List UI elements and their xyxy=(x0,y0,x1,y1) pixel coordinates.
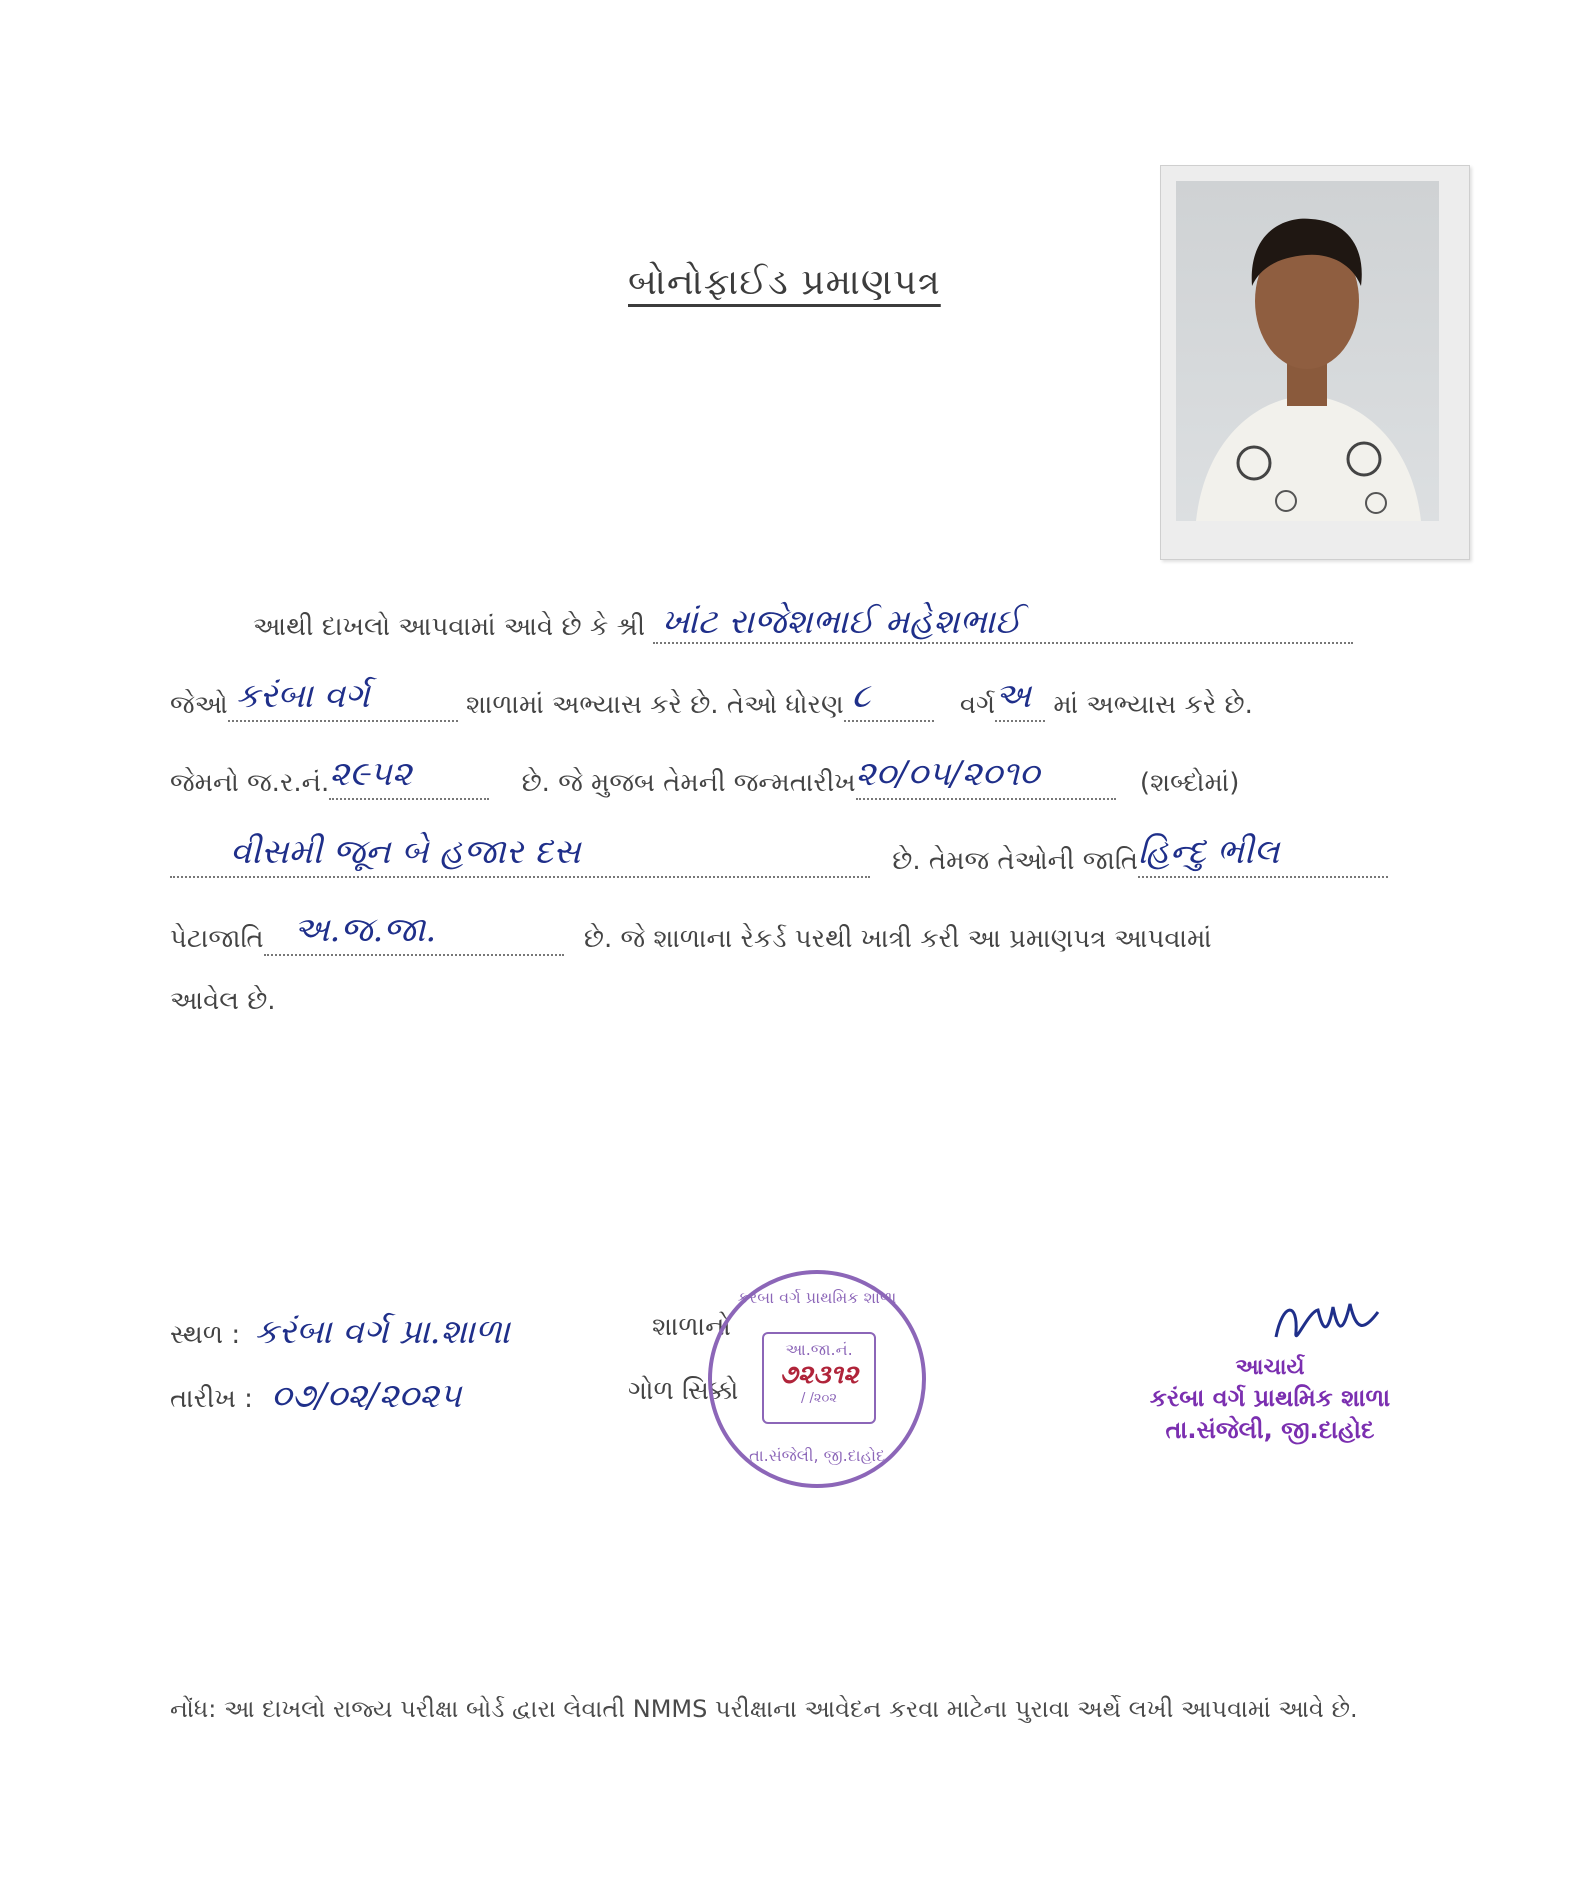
stamp-reg-number: ૭૨૩૧૨ xyxy=(779,1360,859,1390)
date-row xyxy=(170,1376,461,1416)
school-value: કરંબા વર્ગ xyxy=(235,676,370,716)
label-date: તારીખ : xyxy=(170,1384,253,1414)
footnote: નોંધ: આ દાખલો રાજ્ય પરીક્ષા બોર્ડ દ્વારા લેવાતી NMMS પરીક્ષાના આવેદન કરવા માટેના પુરાવા અર્થે લખી આપવામાં આવે છે. xyxy=(170,1695,1358,1723)
place-value: કરંબા વર્ગ પ્રા.શાળા xyxy=(254,1312,510,1352)
division-field xyxy=(995,676,1045,722)
subcaste-value: અ.જ.જા. xyxy=(293,910,437,950)
date-value: ૦૭/૦૨/૨૦૨૫ xyxy=(271,1376,462,1416)
label-class: વર્ગ xyxy=(959,690,996,720)
dob-field xyxy=(855,754,1116,800)
stamp-school-name: કરંબા વર્ગ પ્રાથમિક શાળા xyxy=(737,1288,897,1307)
line-1 xyxy=(253,602,1353,644)
student-name-value: ખાંટ રાજેશભાઈ મહેશભાઈ xyxy=(661,602,1022,642)
standard-field xyxy=(844,676,934,722)
principal-signature-icon xyxy=(1268,1292,1388,1352)
dob-value: ૨૦/૦૫/૨૦૧૦ xyxy=(855,754,1040,794)
intro-text: આથી દાખલો આપવામાં આવે છે કે શ્રી xyxy=(253,612,646,642)
student-photo xyxy=(1160,165,1470,560)
label-record-text: છે. જે શાળાના રેકર્ડ પરથી ખાત્રી કરી આ પ્રમાણપત્ર આપવામાં xyxy=(583,924,1212,954)
school-field xyxy=(228,676,458,722)
round-seal-label: ગોળ સિક્કો xyxy=(628,1376,739,1406)
gr-number-field xyxy=(329,754,489,800)
caste-field xyxy=(1137,832,1388,878)
dob-words-value: વીસમી જૂન બે હજાર દસ xyxy=(230,832,581,872)
stamp-center xyxy=(762,1332,876,1424)
line-4 xyxy=(170,832,1388,878)
school-round-stamp xyxy=(708,1270,926,1488)
label-in-words: (શબ્દોમાં) xyxy=(1139,768,1240,798)
principal-seal xyxy=(1110,1355,1430,1444)
label-study-tail: માં અભ્યાસ કરે છે. xyxy=(1053,690,1253,720)
caste-value: હિન્દુ ભીલ xyxy=(1137,832,1280,872)
label-school-study: શાળામાં અભ્યાસ કરે છે. તેઓ ધોરણ xyxy=(465,690,844,720)
label-gr-no: જેમનો જ.ર.નં. xyxy=(170,768,330,798)
student-name-field xyxy=(653,602,1353,644)
subcaste-field xyxy=(264,910,564,956)
standard-value: ૮ xyxy=(851,676,871,716)
student-portrait-icon xyxy=(1176,181,1439,521)
principal-school: કરંબા વર્ગ પ્રાથમિક શાળા xyxy=(1149,1384,1391,1412)
principal-title: આચાર્ય xyxy=(1235,1355,1305,1380)
line-5 xyxy=(170,910,1212,956)
closing-text: આવેલ છે. xyxy=(170,986,276,1016)
place-row xyxy=(170,1312,510,1352)
label-jeo: જેઓ xyxy=(170,690,228,720)
gr-number-value: ૨૯૫૨ xyxy=(329,754,412,794)
label-place: સ્થળ : xyxy=(170,1320,241,1350)
label-caste: છે. તેમજ તેઓની જાતિ xyxy=(892,846,1138,876)
line-2 xyxy=(170,676,1253,722)
label-dob: છે. જે મુજબ તેમની જન્મતારીખ xyxy=(521,768,856,798)
stamp-address: તા.સંજેલી, જી.દાહોદ xyxy=(749,1446,885,1465)
certificate-title: બોનોફાઈડ પ્રમાણપત્ર xyxy=(628,262,941,303)
line-6 xyxy=(170,986,276,1017)
stamp-reg-year: / /૨૦૨ xyxy=(801,1391,837,1406)
stamp-reg-label: આ.જા.નં. xyxy=(785,1340,853,1359)
dob-words-field xyxy=(170,832,870,878)
school-seal-label: શાળાનો xyxy=(652,1312,731,1342)
division-value: અ xyxy=(995,676,1031,716)
line-3 xyxy=(170,754,1240,800)
principal-address: તા.સંજેલી, જી.દાહોદ xyxy=(1165,1416,1375,1444)
label-subcaste: પેટાજાતિ xyxy=(170,924,264,954)
student-photo-image xyxy=(1176,181,1439,521)
